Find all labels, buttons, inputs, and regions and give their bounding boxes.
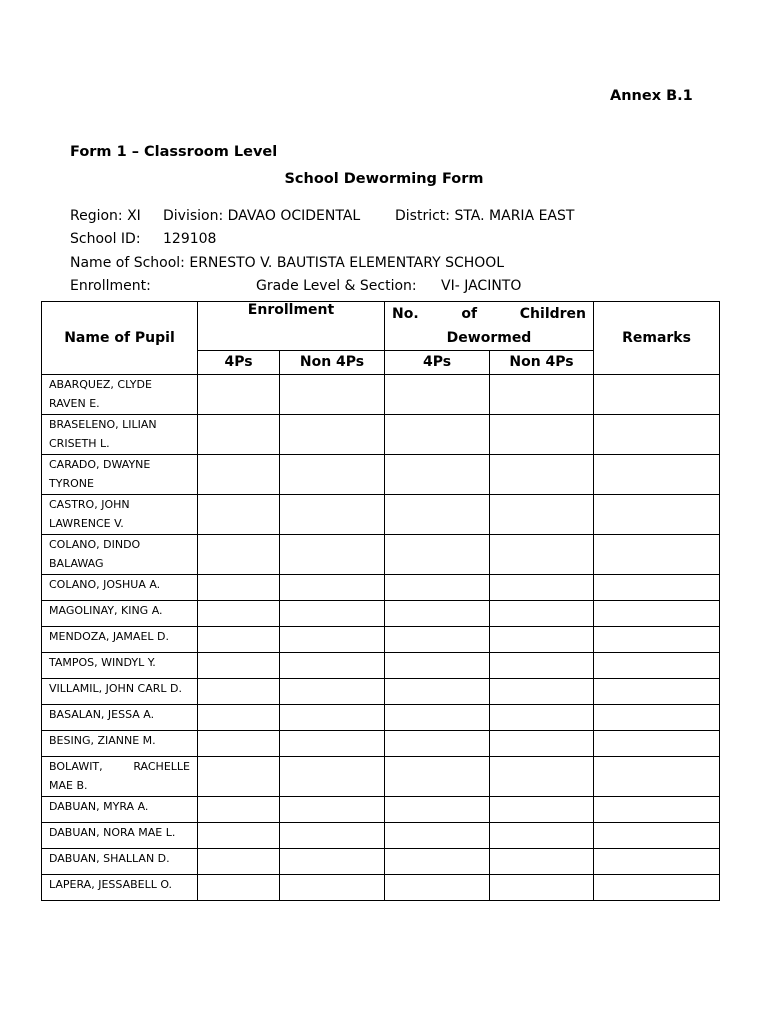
dewormed-4ps-cell[interactable] — [385, 823, 490, 849]
dewormed-non4ps-cell[interactable] — [490, 875, 594, 901]
table-row — [42, 849, 720, 875]
dewormed-4ps-cell[interactable] — [385, 415, 490, 455]
enrollment-4ps-cell[interactable] — [198, 757, 280, 797]
enrollment-4ps-cell[interactable] — [198, 823, 280, 849]
pupil-name-cell: MENDOZA, JAMAEL D. — [42, 627, 198, 653]
pupil-table-body — [42, 375, 720, 901]
dewormed-4ps-cell[interactable] — [385, 757, 490, 797]
enrollment-non4ps-cell[interactable] — [280, 535, 385, 575]
school-name-label: Name of School: ERNESTO V. BAUTISTA ELEMENTARY SCHOOL — [70, 255, 505, 271]
table-row — [42, 601, 720, 627]
remarks-cell[interactable] — [594, 653, 720, 679]
remarks-cell[interactable] — [594, 535, 720, 575]
annex-label: Annex B.1 — [610, 88, 693, 104]
enrollment-4ps-cell[interactable] — [198, 705, 280, 731]
table-row — [42, 495, 720, 535]
dewormed-4ps-cell[interactable] — [385, 495, 490, 535]
pupil-name-cell: CARADO, DWAYNE TYRONE — [42, 455, 198, 495]
remarks-cell[interactable] — [594, 757, 720, 797]
remarks-cell[interactable] — [594, 797, 720, 823]
enrollment-4ps-cell[interactable] — [198, 375, 280, 415]
dewormed-non4ps-cell[interactable] — [490, 757, 594, 797]
enrollment-non4ps-cell[interactable] — [280, 415, 385, 455]
enrollment-4ps-cell[interactable] — [198, 679, 280, 705]
dewormed-non4ps-cell[interactable] — [490, 653, 594, 679]
header-dewormed-line2: Dewormed — [446, 330, 532, 346]
table-row — [42, 627, 720, 653]
table-row — [42, 535, 720, 575]
table-row — [42, 797, 720, 823]
remarks-cell[interactable] — [594, 679, 720, 705]
remarks-cell[interactable] — [594, 731, 720, 757]
dewormed-non4ps-cell[interactable] — [490, 415, 594, 455]
remarks-cell[interactable] — [594, 575, 720, 601]
enrollment-4ps-cell[interactable] — [198, 875, 280, 901]
enrollment-non4ps-cell[interactable] — [280, 495, 385, 535]
division-label: Division: DAVAO OCIDENTAL — [163, 208, 361, 224]
table-row — [42, 455, 720, 495]
pupil-name-cell: MAGOLINAY, KING A. — [42, 601, 198, 627]
document-title: School Deworming Form — [284, 171, 484, 187]
pupil-name-cell: BASALAN, JESSA A. — [42, 705, 198, 731]
enrollment-non4ps-cell[interactable] — [280, 797, 385, 823]
table-row — [42, 757, 720, 797]
remarks-cell[interactable] — [594, 455, 720, 495]
table-row — [42, 375, 720, 415]
pupil-name-cell: VILLAMIL, JOHN CARL D. — [42, 679, 198, 705]
dewormed-4ps-cell[interactable] — [385, 653, 490, 679]
header-enrollment-non4ps: Non 4Ps — [280, 351, 385, 375]
dewormed-non4ps-cell[interactable] — [490, 849, 594, 875]
dewormed-non4ps-cell[interactable] — [490, 455, 594, 495]
pupil-name-cell: TAMPOS, WINDYL Y. — [42, 653, 198, 679]
enrollment-non4ps-cell[interactable] — [280, 653, 385, 679]
dewormed-4ps-cell[interactable] — [385, 797, 490, 823]
header-remarks: Remarks — [594, 302, 720, 375]
remarks-cell[interactable] — [594, 415, 720, 455]
enrollment-4ps-cell[interactable] — [198, 415, 280, 455]
table-row — [42, 875, 720, 901]
enrollment-non4ps-cell[interactable] — [280, 601, 385, 627]
pupil-name-cell: COLANO, DINDO BALAWAG — [42, 535, 198, 575]
header-dewormed-4ps: 4Ps — [385, 351, 490, 375]
enrollment-non4ps-cell[interactable] — [280, 757, 385, 797]
header-enrollment-text: Enrollment — [247, 302, 335, 318]
dewormed-non4ps-cell[interactable] — [490, 627, 594, 653]
dewormed-non4ps-cell[interactable] — [490, 797, 594, 823]
dewormed-non4ps-cell[interactable] — [490, 375, 594, 415]
enrollment-non4ps-cell[interactable] — [280, 575, 385, 601]
enrollment-4ps-cell[interactable] — [198, 731, 280, 757]
dewormed-4ps-cell[interactable] — [385, 535, 490, 575]
enrollment-non4ps-cell[interactable] — [280, 849, 385, 875]
district-label: District: STA. MARIA EAST — [395, 208, 575, 224]
header-dewormed-word-of: of — [461, 306, 478, 322]
table-row — [42, 705, 720, 731]
header-dewormed-word-children: Children — [519, 306, 587, 322]
table-row — [42, 415, 720, 455]
dewormed-4ps-cell[interactable] — [385, 601, 490, 627]
pupil-name-cell: ABARQUEZ, CLYDE RAVEN E. — [42, 375, 198, 415]
enrollment-4ps-cell[interactable] — [198, 455, 280, 495]
pupil-name-cell: BOLAWIT, RACHELLE MAE B. — [42, 757, 198, 797]
grade-level-label: Grade Level & Section: — [256, 278, 417, 294]
enrollment-non4ps-cell[interactable] — [280, 823, 385, 849]
enrollment-4ps-cell[interactable] — [198, 495, 280, 535]
header-enrollment-4ps: 4Ps — [198, 351, 280, 375]
dewormed-non4ps-cell[interactable] — [490, 731, 594, 757]
enrollment-non4ps-cell[interactable] — [280, 875, 385, 901]
dewormed-4ps-cell[interactable] — [385, 875, 490, 901]
pupil-name-cell: DABUAN, NORA MAE L. — [42, 823, 198, 849]
dewormed-non4ps-cell[interactable] — [490, 601, 594, 627]
pupil-name-cell: CASTRO, JOHN LAWRENCE V. — [42, 495, 198, 535]
remarks-cell[interactable] — [594, 823, 720, 849]
dewormed-4ps-cell[interactable] — [385, 849, 490, 875]
remarks-cell[interactable] — [594, 375, 720, 415]
dewormed-4ps-cell[interactable] — [385, 627, 490, 653]
dewormed-4ps-cell[interactable] — [385, 455, 490, 495]
enrollment-non4ps-cell[interactable] — [280, 731, 385, 757]
grade-level-value: VI- JACINTO — [441, 278, 522, 294]
enrollment-4ps-cell[interactable] — [198, 601, 280, 627]
dewormed-non4ps-cell[interactable] — [490, 575, 594, 601]
pupil-name-cell: BRASELENO, LILIAN CRISETH L. — [42, 415, 198, 455]
dewormed-4ps-cell[interactable] — [385, 679, 490, 705]
enrollment-4ps-cell[interactable] — [198, 627, 280, 653]
region-label: Region: XI — [70, 208, 141, 224]
dewormed-non4ps-cell[interactable] — [490, 495, 594, 535]
dewormed-4ps-cell[interactable] — [385, 705, 490, 731]
header-name-of-pupil: Name of Pupil — [42, 302, 198, 375]
pupil-name-cell: LAPERA, JESSABELL O. — [42, 875, 198, 901]
enrollment-non4ps-cell[interactable] — [280, 705, 385, 731]
header-children-dewormed — [385, 302, 594, 351]
enrollment-non4ps-cell[interactable] — [280, 679, 385, 705]
enrollment-4ps-cell[interactable] — [198, 797, 280, 823]
remarks-cell[interactable] — [594, 875, 720, 901]
dewormed-non4ps-cell[interactable] — [490, 705, 594, 731]
table-row — [42, 731, 720, 757]
enrollment-non4ps-cell[interactable] — [280, 627, 385, 653]
header-enrollment — [198, 302, 385, 351]
dewormed-4ps-cell[interactable] — [385, 731, 490, 757]
header-dewormed-word-no: No. — [392, 306, 419, 322]
pupil-name-cell: DABUAN, SHALLAN D. — [42, 849, 198, 875]
table-row — [42, 679, 720, 705]
enrollment-4ps-cell[interactable] — [198, 653, 280, 679]
enrollment-non4ps-cell[interactable] — [280, 455, 385, 495]
pupil-name-cell: COLANO, JOSHUA A. — [42, 575, 198, 601]
enrollment-label: Enrollment: — [70, 278, 151, 294]
school-id-value: 129108 — [163, 231, 217, 247]
dewormed-non4ps-cell[interactable] — [490, 679, 594, 705]
enrollment-non4ps-cell[interactable] — [280, 375, 385, 415]
remarks-cell[interactable] — [594, 849, 720, 875]
table-row — [42, 823, 720, 849]
school-id-label: School ID: — [70, 231, 141, 247]
remarks-cell[interactable] — [594, 495, 720, 535]
remarks-cell[interactable] — [594, 601, 720, 627]
pupil-name-cell: DABUAN, MYRA A. — [42, 797, 198, 823]
deworming-table — [41, 301, 720, 901]
enrollment-4ps-cell[interactable] — [198, 535, 280, 575]
pupil-name-cell: BESING, ZIANNE M. — [42, 731, 198, 757]
header-dewormed-non4ps: Non 4Ps — [490, 351, 594, 375]
dewormed-4ps-cell[interactable] — [385, 375, 490, 415]
dewormed-non4ps-cell[interactable] — [490, 823, 594, 849]
enrollment-4ps-cell[interactable] — [198, 849, 280, 875]
table-row — [42, 575, 720, 601]
dewormed-non4ps-cell[interactable] — [490, 535, 594, 575]
remarks-cell[interactable] — [594, 705, 720, 731]
dewormed-4ps-cell[interactable] — [385, 575, 490, 601]
form-title: Form 1 – Classroom Level — [70, 144, 278, 160]
remarks-cell[interactable] — [594, 627, 720, 653]
enrollment-4ps-cell[interactable] — [198, 575, 280, 601]
table-row — [42, 653, 720, 679]
